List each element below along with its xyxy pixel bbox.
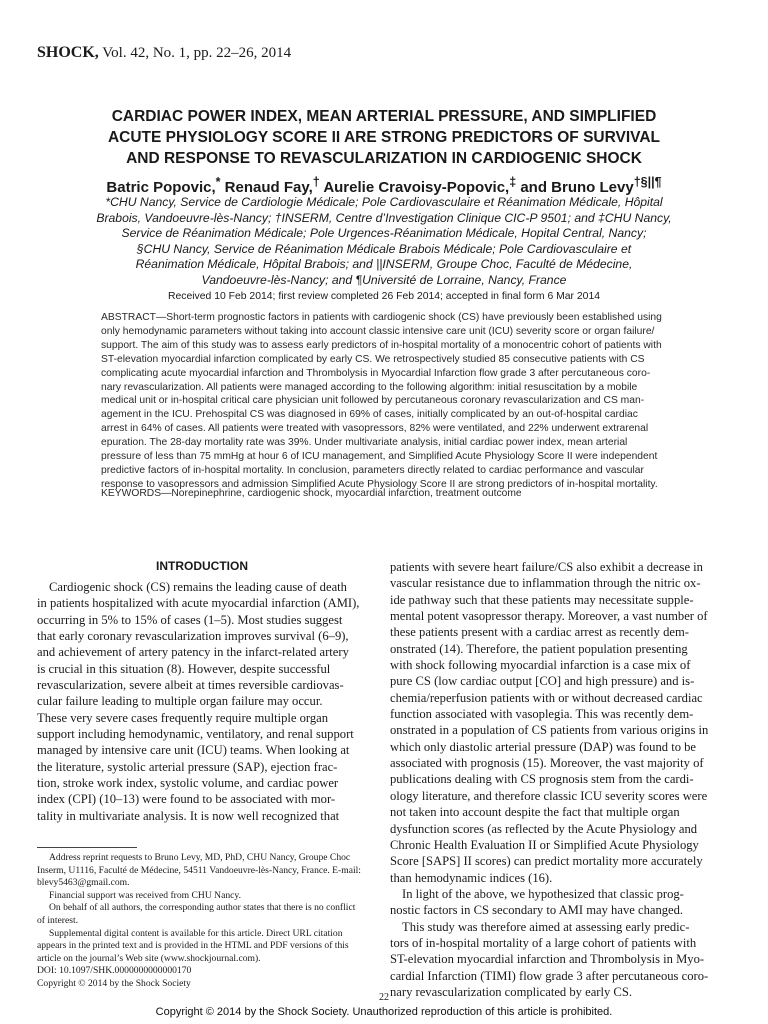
abstract-line: only hemodynamic parameters without taking into account classic intensive care unit (ICU) severity score or organ failure/ — [101, 325, 655, 337]
right-column-body — [390, 559, 722, 1000]
footnote-line: Supplemental digital content is available for this article. Direct URL citation — [49, 927, 343, 939]
footnote-line: appears in the printed text and is provided in the HTML and PDF versions of this — [37, 940, 349, 952]
body-line: not taken into account despite the fact that multiple organ — [390, 805, 680, 820]
footnote-divider — [37, 847, 137, 848]
body-line: that early coronary revascularization improves survival (6–9), — [37, 629, 349, 644]
body-line: This study was therefore aimed at assessing early predic- — [402, 919, 690, 934]
abstract-line: complicating acute myocardial infarction and Thrombolysis in Myocardial Infarction flow grade 3 after percutaneous coro- — [101, 367, 651, 379]
abstract-line: arrest in 64% of cases. All patients were treated with vasopressors, 82% were ventilated, and 22% underwent extrarenal — [101, 423, 649, 435]
author-name: Batric Popovic, — [106, 179, 216, 196]
body-line: Cardiogenic shock (CS) remains the leading cause of death — [49, 580, 347, 594]
footnote-line: article on the journal’s Web site (www.shockjournal.com). — [37, 952, 261, 964]
body-line: publications dealing with CS prognosis stem from the cardi- — [390, 772, 694, 787]
body-line: ide pathway such that these patients may necessitate supple- — [390, 592, 694, 607]
body-line: associated with prognosis (15). Moreover, the vast majority of — [390, 756, 704, 771]
body-line: is crucial in this situation (8). However, despite successful — [37, 661, 331, 676]
author-affiliation-mark: †§||¶ — [633, 175, 662, 189]
abstract — [101, 311, 671, 492]
journal-citation: Vol. 42, No. 1, pp. 22–26, 2014 — [98, 45, 292, 61]
body-line: nary revascularization complicated by early CS. — [390, 984, 632, 999]
footnotes — [37, 852, 367, 991]
abstract-line: agement in the ICU. Prehospital CS was diagnosed in 69% of cases, initially complicated by an out-of-hospital cardiac — [101, 409, 638, 421]
affiliation-line: Service de Réanimation Médicale; Pole Urgences-Réanimation Médicale, Hopital Central, Nancy; — [121, 226, 647, 241]
body-line: than hemodynamic indices (16). — [390, 870, 553, 885]
page-number: 22 — [379, 992, 389, 1003]
title-line: ACUTE PHYSIOLOGY SCORE II ARE STRONG PREDICTORS OF SURVIVAL — [107, 129, 661, 146]
author-list — [60, 175, 708, 196]
footnote-line: Financial support was received from CHU Nancy. — [49, 889, 241, 901]
affiliation-line: Vandoeuvre-lès-Nancy; and ¶Université de Lorraine, Nancy, France — [201, 272, 567, 287]
left-column-body — [37, 579, 367, 824]
affiliation-line: Réanimation Médicale, Hôpital Brabois; and ||INSERM, Groupe Choc, Faculté de Médecine, — [135, 257, 633, 272]
body-line: These very severe cases frequently require multiple organ — [37, 710, 329, 725]
article-title — [60, 106, 708, 169]
body-line: these patients present with a cardiac arrest as recently dem- — [390, 625, 689, 640]
running-head — [37, 44, 291, 62]
abstract-line: epuration. The 28-day mortality rate was 39%. Under multivariate analysis, initial cardiac power index, mean arterial — [101, 437, 628, 449]
body-line: in patients hospitalized with acute myocardial infarction (AMI), — [37, 596, 360, 611]
footnote-line: Address reprint requests to Bruno Levy, MD, PhD, CHU Nancy, Groupe Choc — [49, 852, 351, 863]
title-line: CARDIAC POWER INDEX, MEAN ARTERIAL PRESSURE, AND SIMPLIFIED — [111, 108, 657, 125]
affiliation-line: Brabois, Vandoeuvre-lès-Nancy; †INSERM, Centre d’Investigation Clinique CIC-P 9501; and ‡CHU Nancy, — [96, 210, 672, 225]
body-line: tion, stroke work index, systolic volume, and cardiac power — [37, 776, 339, 791]
body-line: revascularization, severe albeit at times reversible cardiovas- — [37, 678, 344, 693]
body-line: index (CPI) (10–13) were found to be associated with mor- — [37, 792, 336, 807]
abstract-line: medical unit or in-hospital critical care physician unit followed by percutaneous coronary revascularization and CS man- — [101, 395, 645, 407]
abstract-line: support. The aim of this study was to assess early predictors of in-hospital mortality of a monocentric cohort of patients with — [101, 339, 662, 351]
body-line: cular failure leading to multiple organ failure may occur. — [37, 694, 323, 709]
author-name: Renaud Fay, — [220, 179, 313, 196]
copyright-notice: Copyright © 2014 by the Shock Society. Unauthorized reproduction of this article is prohibited. — [155, 1006, 613, 1018]
body-line: Score [SAPS] II scores) can predict mortality more accurately — [390, 854, 703, 869]
affiliation-line: §CHU Nancy, Service de Réanimation Médicale Brabois Médicale; Pole Cardiovasculaire et — [136, 241, 632, 256]
body-line: ology literature, and therefore classic ICU severity scores were — [390, 788, 708, 803]
author-name: Aurelie Cravoisy-Popovic, — [319, 179, 510, 196]
abstract-line: response to vasopressors and admission Simplified Acute Physiology Score II are strong predictors of in-hospital mortality. — [101, 478, 658, 490]
title-line: AND RESPONSE TO REVASCULARIZATION IN CARDIOGENIC SHOCK — [126, 150, 642, 167]
abstract-line: predictive factors of in-hospital mortality. In conclusion, parameters directly related to cardiac performance and vascular — [101, 464, 644, 476]
affiliations — [70, 195, 698, 289]
body-line: chemia/reperfusion patients with or without decreased cardiac — [390, 690, 703, 705]
body-line: patients with severe heart failure/CS also exhibit a decrease in — [390, 560, 703, 574]
footnote-doi: DOI: 10.1097/SHK.0000000000000170 — [37, 965, 192, 977]
section-heading-introduction: INTRODUCTION — [156, 559, 248, 573]
body-line: cardial Infarction (TIMI) flow grade 3 after percutaneous coro- — [390, 968, 709, 983]
body-line: occurring in 5% to 15% of cases (1–5). Most studies suggest — [37, 612, 343, 627]
body-line: which only diastolic arterial pressure (DAP) was found to be — [390, 739, 697, 754]
body-line: and achievement of artery patency in the infarct-related artery — [37, 645, 349, 660]
body-line: nostic factors in CS secondary to AMI may have changed. — [390, 903, 684, 918]
abstract-line: pressure of less than 75 mmHg at hour 6 of ICU management, and Simplified Acute Physiology Score II were independent — [101, 451, 658, 463]
author-name: and Bruno Levy — [516, 179, 634, 196]
body-line: mental potent vasopressor therapy. Moreover, a vast number of — [390, 609, 708, 624]
footnote-email[interactable]: blevy5463@gmail.com. — [37, 877, 130, 889]
author-affiliation-mark: * — [215, 175, 221, 189]
footnote-copyright: Copyright © 2014 by the Shock Society — [37, 977, 191, 989]
body-line: function associated with vasoplegia. This was recently dem- — [390, 707, 694, 722]
footnote-line: of interest. — [37, 914, 79, 926]
body-line: tors of in-hospital mortality of a large cohort of patients with — [390, 935, 697, 950]
body-line: with shock following myocardial infarction is a case mix of — [390, 658, 691, 673]
body-line: onstrated in a population of CS patients from various origins in — [390, 723, 709, 738]
body-line: dysfunction scores (as reflected by the Acute Physiology and — [390, 821, 698, 836]
body-line: Chronic Health Evaluation II or Simplified Acute Physiology — [390, 837, 699, 852]
body-line: pure CS (low cardiac output [CO] and high pressure) and is- — [390, 674, 695, 689]
keywords: KEYWORDS—Norepinephrine, cardiogenic shock, myocardial infarction, treatment outcome — [101, 488, 522, 499]
abstract-line: ABSTRACT—Short-term prognostic factors in patients with cardiogenic shock (CS) have previously been established using — [101, 312, 662, 323]
abstract-line: nary revascularization. All patients were managed according to the following algorithm: initial resuscitation by a mobile — [101, 381, 638, 393]
body-line: support including hemodynamic, ventilatory, and renal support — [37, 727, 354, 742]
body-line: ST-elevation myocardial infarction and Thrombolysis in Myo- — [390, 952, 705, 967]
author-affiliation-mark: † — [312, 175, 320, 189]
author-affiliation-mark: ‡ — [509, 175, 517, 189]
body-line: the literature, systolic arterial pressure (SAP), ejection frac- — [37, 759, 338, 774]
abstract-line: ST-elevation myocardial infarction complicated by early CS. We retrospectively studied 85 consecutive patients with CS — [101, 353, 645, 365]
received-dates: Received 10 Feb 2014; first review completed 26 Feb 2014; accepted in final form 6 Mar 2014 — [167, 291, 601, 302]
body-line: vascular resistance due to inflammation through the nitric ox- — [390, 576, 701, 591]
footnote-line: On behalf of all authors, the corresponding author states that there is no conflict — [49, 902, 356, 914]
affiliation-line: *CHU Nancy, Service de Cardiologie Médicale; Pole Cardiovasculaire et Réanimation Médicale, Hôpital — [105, 195, 663, 209]
footnote-line: Inserm, U1116, Faculté de Médecine, 54511 Vandoeuvre-lès-Nancy, France. E-mail: — [37, 864, 361, 876]
journal-name: SHOCK, — [37, 44, 99, 61]
body-line: tality in multivariate analysis. It is now well recognized that — [37, 808, 340, 823]
body-line: onstrated (14). Therefore, the patient population presenting — [390, 641, 688, 656]
body-line: In light of the above, we hypothesized that classic prog- — [402, 886, 684, 901]
body-line: managed by intensive care unit (ICU) teams. When looking at — [37, 743, 350, 758]
